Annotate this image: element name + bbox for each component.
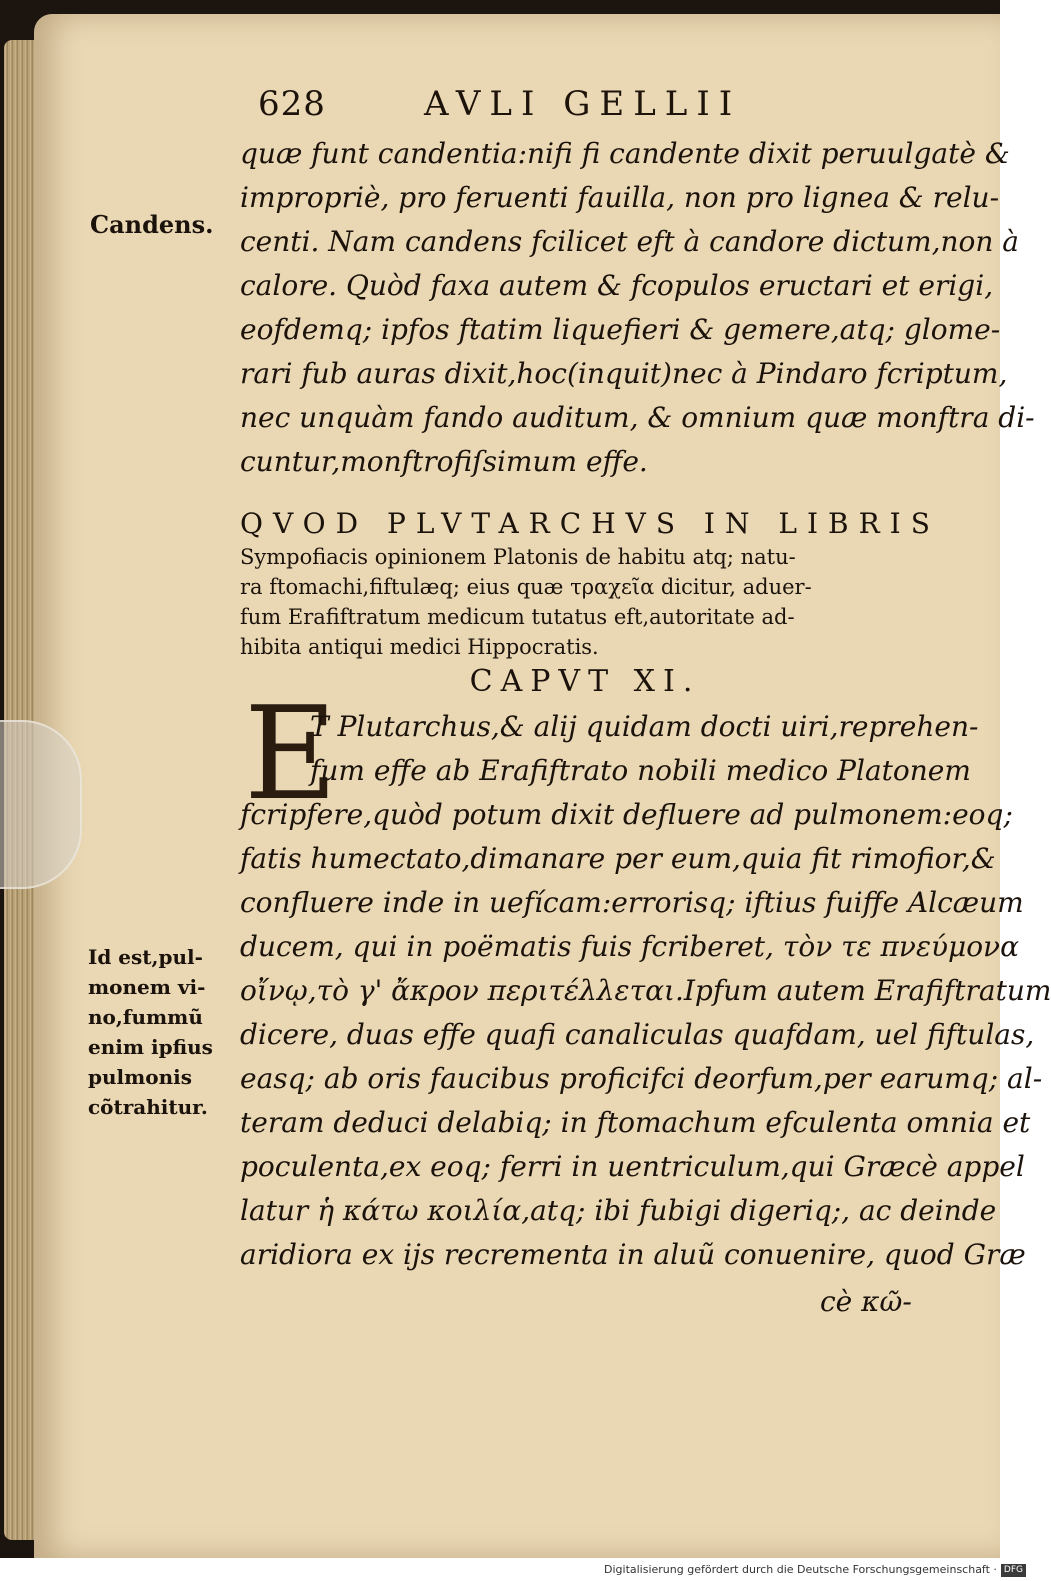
text-line: eofdemq; ipfos ftatim liquefieri & gemere,atq; glome-	[240, 313, 1001, 346]
margin-note-line: pulmonis	[88, 1065, 193, 1089]
dfg-logo: DFG	[1001, 1564, 1026, 1577]
text-line: confluere inde in uefícam:errorisq; iftius fuiffe Alcæum	[240, 886, 1024, 919]
text-line: dicere, duas effe quafi canaliculas quafdam, uel fiftulas,	[240, 1018, 1035, 1051]
text-line: fum effe ab Erafiftrato nobili medico Platonem	[310, 754, 971, 787]
text-block-2	[240, 705, 1051, 1277]
heading-line: fum Erafiftratum medicum tutatus eft,autoritate ad-	[240, 605, 795, 629]
margin-note-line: cõtrahitur.	[88, 1095, 208, 1119]
margin-note-line: enim ipfius	[88, 1035, 213, 1059]
text-line: fatis humectato,dimanare per eum,quia fit rimofior,&	[240, 842, 996, 875]
text-line: impropriè, pro feruenti fauilla, non pro lignea & relu-	[240, 181, 1000, 214]
text-line: nec unquàm fando auditum, & omnium quæ monftra di-	[240, 401, 1035, 434]
text-line: easq; ab oris faucibus proficifci deorfum,per earumq; al-	[240, 1062, 1043, 1095]
text-line: latur ἡ κάτω κοιλία,atq; ibi fubigi digeriq;, ac deinde	[240, 1194, 997, 1227]
margin-note-line: no,fummũ	[88, 1005, 203, 1029]
heading-line: QVOD PLVTARCHVS IN LIBRIS	[240, 507, 940, 540]
running-head	[258, 84, 778, 134]
margin-note-id-est	[88, 942, 238, 1122]
catchword: cè κῶ-	[820, 1285, 912, 1318]
chapter-heading	[240, 506, 940, 662]
text-line: rari fub auras dixit,hoc(inquit)nec à Pindaro fcriptum,	[240, 357, 1008, 390]
text-line: ducem, qui in poëmatis fuis fcriberet, τὸν τε πνεύμονα	[240, 930, 1019, 963]
heading-line: Sympofiacis opinionem Platonis de habitu atq; natu-	[240, 545, 796, 569]
text-line: quæ funt candentia:nifi fi candente dixit peruulgatè &	[240, 137, 1010, 170]
margin-note-line: monem vi-	[88, 975, 206, 999]
page-number: 628	[258, 84, 326, 124]
drop-cap: E	[244, 680, 338, 829]
clip-tab	[0, 720, 82, 889]
text-line: cuntur,monftrofiſsimum effe.	[240, 445, 648, 478]
heading-line: ra ftomachi,fiftulæq; eius quæ τραχεῖα dicitur, aduer-	[240, 575, 812, 599]
margin-note-candens: Candens.	[90, 210, 214, 239]
chapter-number: CAPVT XI.	[469, 664, 701, 699]
heading-line: hibita antiqui medici Hippocratis.	[240, 635, 599, 659]
text-line: poculenta,ex eoq; ferri in uentriculum,qui Græcè appel	[240, 1150, 1025, 1183]
text-line: centi. Nam candens fcilicet eft à candore dictum,non à	[240, 225, 1019, 258]
footer-text: Digitalisierung gefördert durch die Deutsche Forschungsgemeinschaft ·	[604, 1563, 997, 1576]
text-line: calore. Quòd faxa autem & fcopulos eructari et erigi,	[240, 269, 994, 302]
text-line: T Plutarchus,& alij quidam docti uiri,reprehen-	[310, 710, 979, 743]
text-line: aridiora ex ijs recrementa in aluũ conuenire, quod Græ	[240, 1238, 1026, 1271]
text-line: fcripfere,quòd potum dixit defluere ad pulmonem:eoq;	[240, 798, 1013, 831]
running-title: AVLI GELLII	[424, 84, 742, 124]
text-block-1	[240, 132, 1035, 484]
text-line: οἴνῳ,τὸ γ' ἄκρον περιτέλλεται.Ipfum autem Erafiftratum	[240, 974, 1051, 1007]
footer-credit	[604, 1560, 1024, 1580]
margin-note-line: Id est,pul-	[88, 945, 203, 969]
text-line: teram deduci delabiq; in ftomachum efculenta omnia et	[240, 1106, 1031, 1139]
